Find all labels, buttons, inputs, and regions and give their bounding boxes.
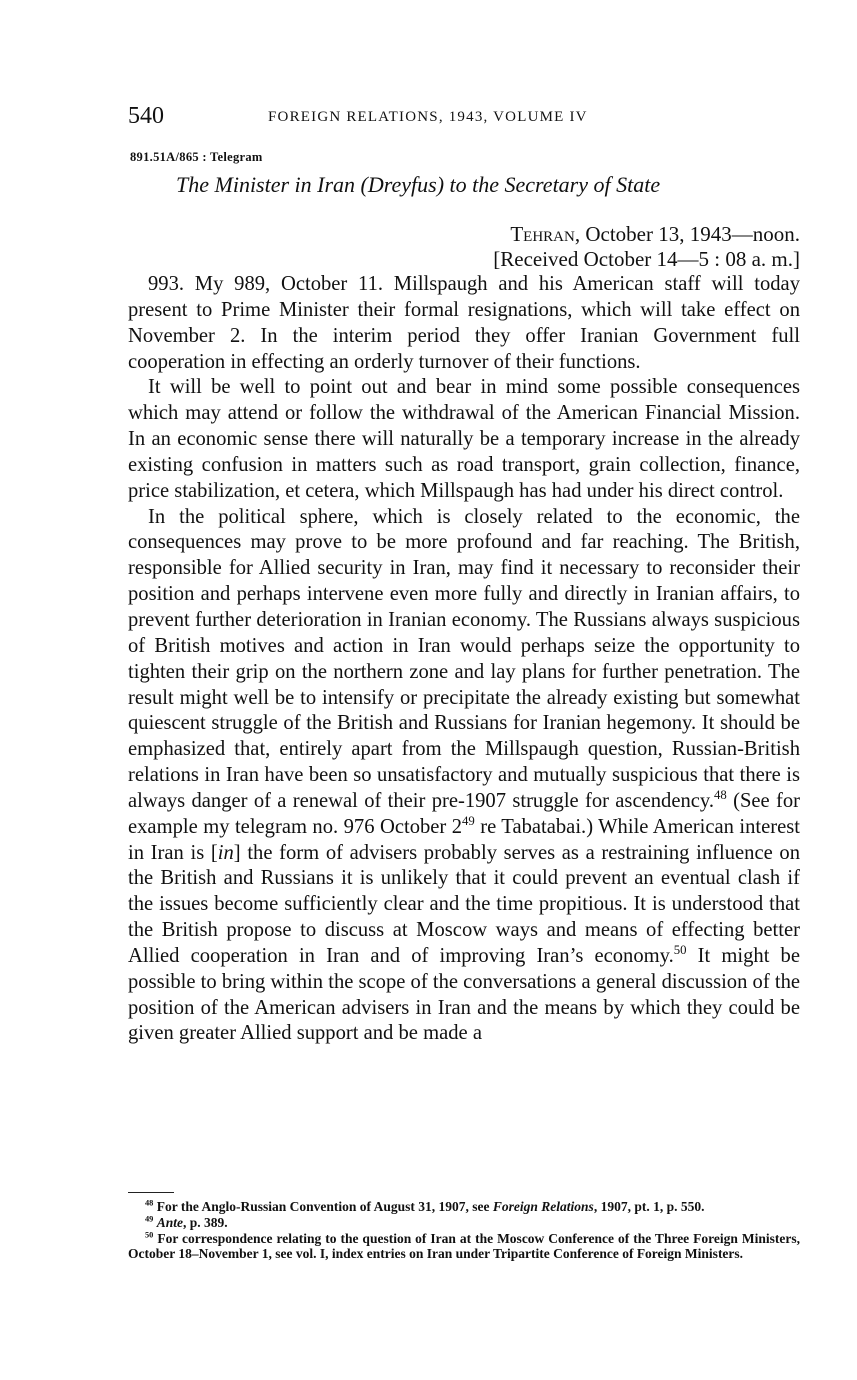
- footnote-49-mark: 49: [145, 1214, 154, 1224]
- footnote-50-text: For correspondence relating to the question of Iran at the Moscow Conference of the Three Foreign Ministers, October 18–November 1, see vol. I, index entries on Iran under Tripartite Conference of Foreign Ministers.: [128, 1230, 800, 1262]
- footnote-48-title: Foreign Relations: [492, 1199, 594, 1214]
- footnote-48-text-a: For the Anglo-Russian Convention of August 31, 1907, see: [153, 1199, 493, 1214]
- footnote-48-mark: 48: [145, 1198, 154, 1208]
- paragraph-3-part-d: ] the form of advisers probably serves as a restraining influence on the British and Russians it is unlikely that it could prevent an eventual clash if the issues become sufficiently clear and the time propitious. It is understood that the British propose to discuss at Moscow ways and means of effecting better Allied cooperation in Iran and of improving Iran’s economy.: [128, 841, 800, 967]
- footnote-48: [128, 1199, 800, 1215]
- editorial-insertion: in: [217, 841, 234, 864]
- dateline: [510, 222, 800, 247]
- footnote-50-mark: 50: [145, 1230, 154, 1240]
- footnote-ref-48: 48: [714, 788, 727, 803]
- footnote-divider: [128, 1192, 174, 1193]
- footnote-ref-50: 50: [673, 943, 687, 958]
- footnote-50: [128, 1231, 800, 1263]
- paragraph-3: [128, 505, 800, 1048]
- footnote-49: [128, 1215, 800, 1231]
- paragraph-3-part-b: (See for example my telegram no. 976 October 2: [128, 789, 800, 838]
- telegram-body: [128, 272, 800, 1047]
- file-reference: 891.51A/865 : Telegram: [130, 150, 263, 164]
- footnotes: [128, 1199, 800, 1262]
- document-heading: The Minister in Iran (Dreyfus) to the Secretary of State: [176, 172, 661, 197]
- footnote-ref-49: 49: [462, 813, 475, 828]
- paragraph-3-part-a: In the political sphere, which is closely related to the economic, the consequences may prove to be more profound and far reaching. The British, responsible for Allied security in Iran, may find it necessary to reconsider their position and perhaps intervene even more fully and directly in Iranian affairs, to prevent further deterioration in Iranian economy. The Russians always suspicious of British motives and action in Iran would perhaps seize the opportunity to tighten their grip on the northern zone and lay plans for further penetration. The result might well be to intensify or precipitate the already existing but somewhat quiescent struggle of the British and Russians for Iranian hegemony. It should be emphasized that, entirely apart from the Millspaugh question, Russian-British relations in Iran have been so unsatisfactory and mutually suspicious that there is always danger of a renewal of their pre-1907 struggle for ascendency.: [128, 505, 800, 812]
- paragraph-3-part-e: It might be possible to bring within the scope of the conversations a general discussion of the position of the American advisers in Iran and the means by which they could be given greater Allied support and be made a: [128, 944, 801, 1045]
- paragraph-1: 993. My 989, October 11. Millspaugh and his American staff will today present to Prime Minister their formal resignations, which will take effect on November 2. In the interim period they offer Iranian Government full cooperation in effecting an orderly turnover of their functions.: [128, 273, 800, 373]
- footnote-49-text: , p. 389.: [183, 1214, 228, 1230]
- running-title: FOREIGN RELATIONS, 1943, VOLUME IV: [268, 109, 588, 125]
- footnote-49-ante: Ante: [156, 1214, 183, 1230]
- dateline-city: Tehran: [510, 222, 575, 246]
- paragraph-3-part-c: re Tabatabai.) While American interest in Iran is [: [128, 815, 800, 864]
- paragraph-2: It will be well to point out and bear in mind some possible consequences which may attend or follow the withdrawal of the American Financial Mission. In an economic sense there will naturally be a temporary increase in the already existing confusion in matters such as road transport, grain collection, finance, price stabilization, et cetera, which Millspaugh has had under his direct control.: [128, 376, 800, 502]
- page-number: 540: [128, 103, 164, 129]
- running-head: [128, 103, 800, 133]
- footnote-48-text-b: , 1907, pt. 1, p. 550.: [593, 1199, 705, 1214]
- received-note: [Received October 14—5 : 08 a. m.]: [493, 247, 800, 271]
- dateline-date: , October 13, 1943—noon.: [574, 222, 800, 246]
